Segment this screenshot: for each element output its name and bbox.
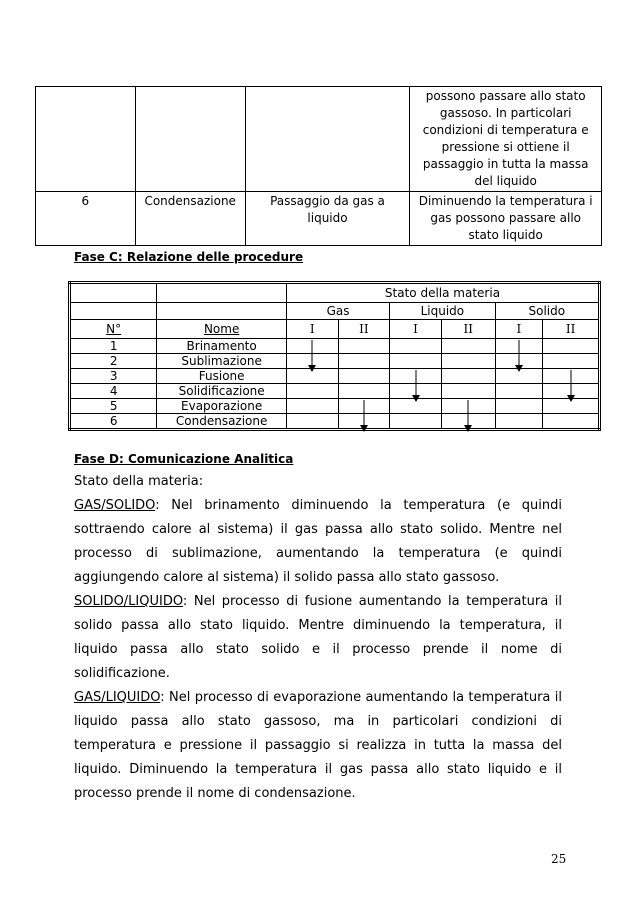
row-number: 4	[70, 384, 157, 399]
table-row	[70, 384, 600, 399]
table-cell: Diminuendo la temperatura i gas possono passare allo stato liquido	[410, 192, 602, 246]
table-cell	[36, 87, 136, 192]
table-row	[36, 192, 602, 246]
state-cell	[390, 369, 442, 384]
state-cell	[286, 384, 338, 399]
state-cell	[390, 399, 442, 414]
row-name: Evaporazione	[157, 399, 287, 414]
table-row	[36, 87, 602, 192]
table-cell	[135, 87, 245, 192]
table-cell: 6	[36, 192, 136, 246]
paragraph-solido-liquido: SOLIDO/LIQUIDO: Nel processo di fusione aumentando la temperatura il solido passa allo stato liquido. Mentre diminuendo la temperatura, il liquido passa allo stato solido e il processo prende il nome di solidificazione.	[74, 594, 562, 681]
sub-header: I	[495, 320, 543, 339]
state-cell	[543, 354, 600, 369]
fase-d-heading: Fase D: Comunicazione Analitica	[74, 452, 294, 466]
sub-header: I	[286, 320, 338, 339]
state-cell	[390, 384, 442, 399]
page-number: 25	[551, 852, 567, 866]
state-cell	[338, 354, 390, 369]
table-row	[70, 339, 600, 354]
table-cell	[245, 87, 410, 192]
state-cell	[286, 414, 338, 430]
intro-line: Stato della materia:	[74, 474, 204, 489]
group-gas: Gas	[286, 303, 389, 320]
state-cell	[441, 414, 495, 430]
table-row	[70, 354, 600, 369]
label-gas-solido: GAS/SOLIDO	[74, 498, 156, 513]
state-cell	[495, 399, 543, 414]
table-row	[70, 303, 600, 320]
state-cell	[390, 339, 442, 354]
row-number: 5	[70, 399, 157, 414]
row-number: 1	[70, 339, 157, 354]
sub-header: II	[441, 320, 495, 339]
table-row	[70, 399, 600, 414]
state-cell	[441, 384, 495, 399]
table-row	[70, 283, 600, 303]
state-cell	[286, 354, 338, 369]
table-row	[70, 320, 600, 339]
state-cell	[390, 354, 442, 369]
sub-header: I	[390, 320, 442, 339]
row-name: Condensazione	[157, 414, 287, 430]
state-cell	[286, 339, 338, 354]
row-number: 2	[70, 354, 157, 369]
analysis-text	[74, 470, 562, 806]
table-cell: Condensazione	[135, 192, 245, 246]
label-gas-liquido: GAS/LIQUIDO	[74, 690, 161, 705]
row-name: Fusione	[157, 369, 287, 384]
row-name: Brinamento	[157, 339, 287, 354]
state-cell	[495, 339, 543, 354]
states-table	[68, 281, 601, 431]
state-cell	[338, 399, 390, 414]
state-cell	[495, 384, 543, 399]
state-cell	[338, 369, 390, 384]
label-solido-liquido: SOLIDO/LIQUIDO	[74, 594, 183, 609]
state-cell	[495, 354, 543, 369]
row-number: 6	[70, 414, 157, 430]
row-number: 3	[70, 369, 157, 384]
procedures-table	[35, 86, 602, 246]
state-cell	[543, 384, 600, 399]
state-cell	[338, 414, 390, 430]
row-name: Sublimazione	[157, 354, 287, 369]
state-cell	[338, 339, 390, 354]
state-cell	[338, 384, 390, 399]
state-cell	[286, 399, 338, 414]
state-cell	[495, 414, 543, 430]
col-name-header: Nome	[157, 320, 287, 339]
state-cell	[441, 339, 495, 354]
col-num-header: N°	[70, 320, 157, 339]
state-cell	[543, 414, 600, 430]
state-cell	[495, 369, 543, 384]
paragraph-gas-liquido: GAS/LIQUIDO: Nel processo di evaporazione aumentando la temperatura il liquido passa allo stato gassoso, ma in particolari condizioni di temperatura e pressione il passaggio si realizza in tutta la massa del liquido. Diminuendo la temperatura il gas passa allo stato liquido e il processo prende il nome di condensazione.	[74, 690, 562, 801]
state-cell	[390, 414, 442, 430]
paragraph-gas-solido: GAS/SOLIDO: Nel brinamento diminuendo la temperatura (e quindi sottraendo calore al sistema) il gas passa allo stato solido. Mentre nel processo di sublimazione, aumentando la temperatura (e quindi aggiungendo calore al sistema) il solido passa allo stato gassoso.	[74, 498, 562, 585]
table-cell: possono passare allo stato gassoso. In particolari condizioni di temperatura e pressione si ottiene il passaggio in tutta la massa del liquido	[410, 87, 602, 192]
sub-header: II	[338, 320, 390, 339]
table-cell: Passaggio da gas a liquido	[245, 192, 410, 246]
group-solido: Solido	[495, 303, 599, 320]
states-header: Stato della materia	[286, 283, 599, 303]
fase-c-heading: Fase C: Relazione delle procedure	[74, 250, 304, 264]
state-cell	[441, 369, 495, 384]
state-cell	[286, 369, 338, 384]
row-name: Solidificazione	[157, 384, 287, 399]
table-row	[70, 369, 600, 384]
state-cell	[543, 369, 600, 384]
sub-header: II	[543, 320, 600, 339]
state-cell	[441, 354, 495, 369]
state-cell	[543, 399, 600, 414]
table-row	[70, 414, 600, 430]
group-liquido: Liquido	[390, 303, 495, 320]
state-cell	[543, 339, 600, 354]
state-cell	[441, 399, 495, 414]
